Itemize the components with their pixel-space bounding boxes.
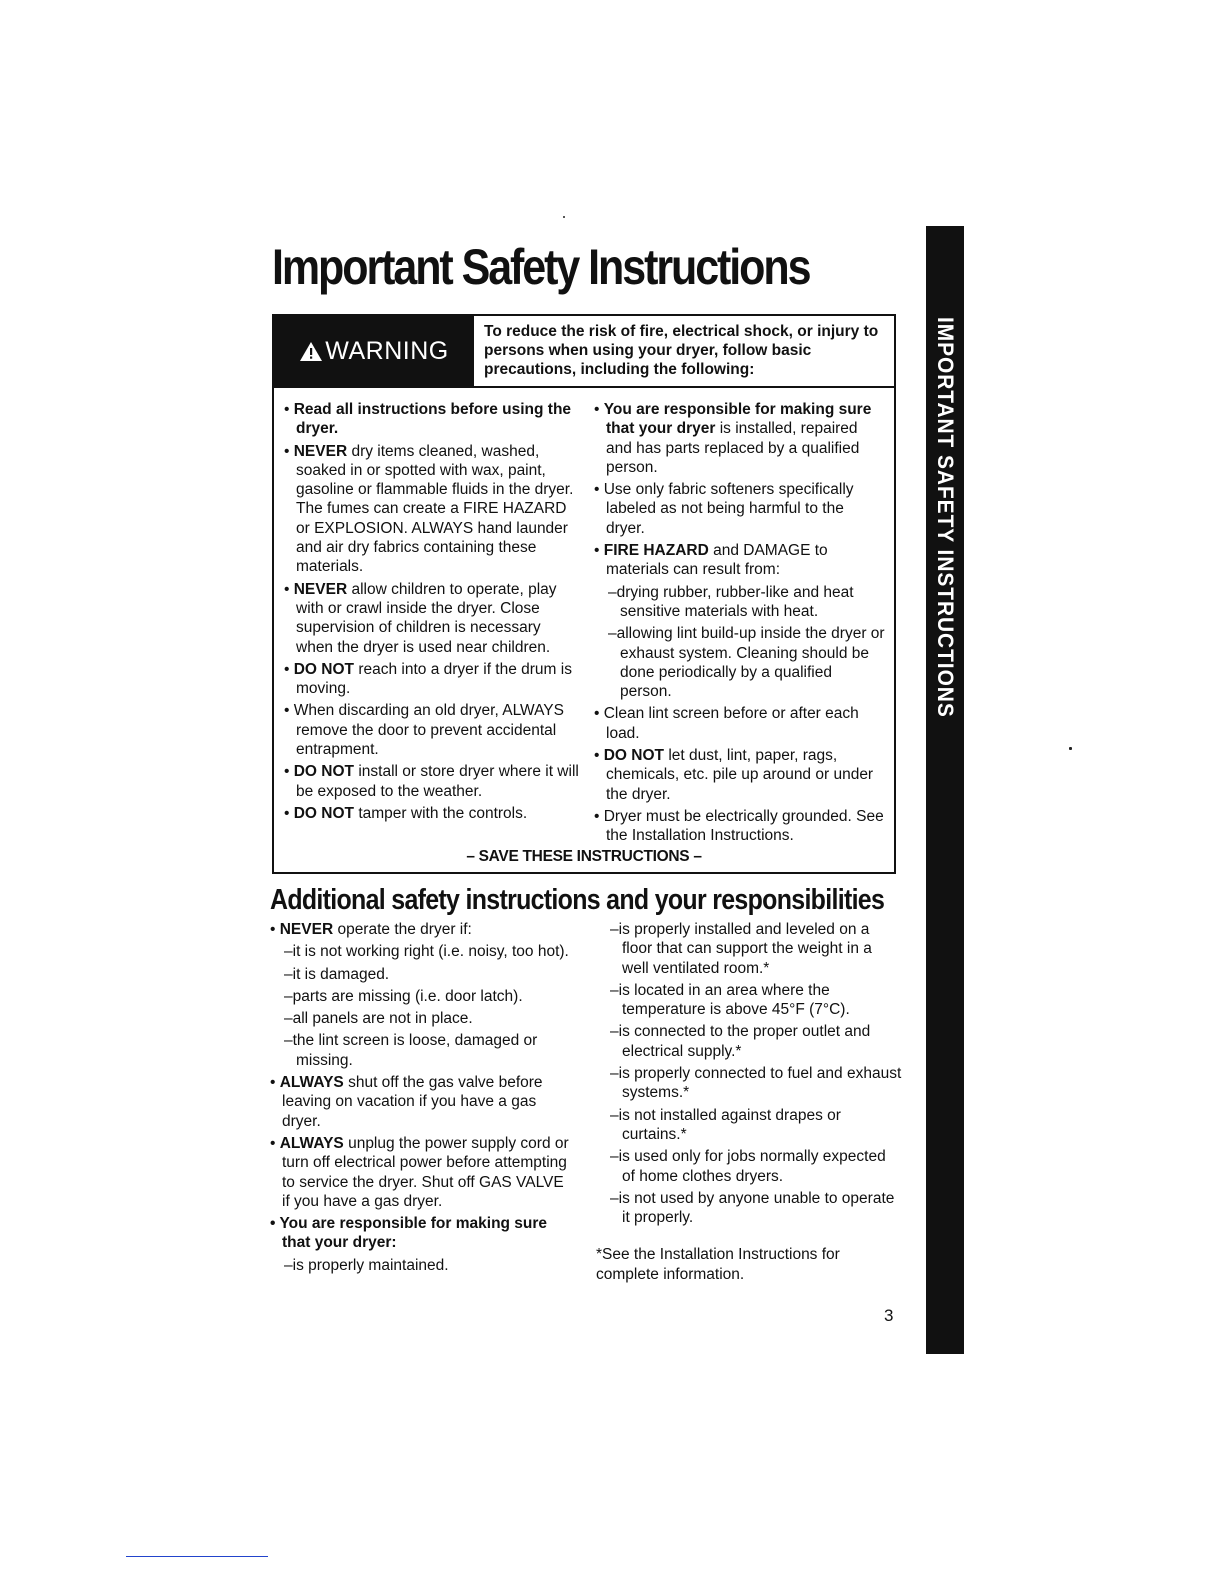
sub-item: –is not installed against drapes or curtains.* [610,1106,841,1143]
sub-item: –it is damaged. [284,965,390,983]
list-item: • DO NOT reach into a dryer if the drum is moving. [284,660,572,698]
list-item: • Clean lint screen before or after each load. [594,705,859,742]
sub-item: –is connected to the proper outlet and electrical supply.* [610,1023,871,1060]
list-item: • Read all instructions before using the dryer. [284,401,572,438]
additional-heading: Additional safety instructions and your responsibilities [270,884,885,916]
sub-item: –parts are missing (i.e. door latch). [284,987,523,1005]
sub-item: –is properly maintained. [284,1256,449,1274]
list-item: • When discarding an old dryer, ALWAYS remove the door to prevent accidental entrapment. [284,702,564,759]
list-item: • You are responsible for making sure that your dryer is installed, repaired and has parts replaced by a qualified person. [594,401,872,476]
warning-label-text: WARNING [325,336,449,365]
warning-label [274,316,474,386]
list-item: • DO NOT install or store dryer where it will be exposed to the weather. [284,763,579,800]
list-item: • You are responsible for making sure that your dryer: [270,1215,548,1252]
warning-right-column [594,400,886,849]
sub-item: –drying rubber, rubber-like and heat sensitive materials with heat. [608,583,854,620]
list-item: • NEVER dry items cleaned, washed, soaked in or spotted with wax, paint, gasoline or flammable fluids in the dryer. The fumes can create a FIRE HAZARD or EXPLOSION. ALWAYS hand launder and air dry fabrics containing these materials. [284,442,574,576]
sub-item: –all panels are not in place. [284,1010,473,1028]
warning-triangle-icon [299,341,323,362]
sub-item: –allowing lint build-up inside the dryer or exhaust system. Cleaning should be done periodically by a qualified person. [608,625,885,701]
additional-left-column [270,920,570,1278]
sub-item: –is used only for jobs normally expected of home clothes dryers. [610,1148,886,1185]
sub-item: –is properly connected to fuel and exhaust systems.* [610,1065,902,1102]
list-item: • DO NOT tamper with the controls. [284,804,528,822]
sub-item: –is properly installed and leveled on a floor that can support the weight in a well ventilated room.* [610,921,872,977]
list-item: • DO NOT let dust, lint, paper, rags, chemicals, etc. pile up around or under the dryer. [594,747,874,803]
sub-item: –is not used by anyone unable to operate it properly. [610,1189,895,1227]
list-item: • ALWAYS shut off the gas valve before leaving on vacation if you have a gas dryer. [270,1074,543,1130]
warning-box [272,314,896,874]
warning-left-column [284,400,582,826]
sidebar-label: IMPORTANT SAFETY INSTRUCTIONS [933,317,958,718]
page-title: Important Safety Instructions [272,239,810,295]
page-number: 3 [884,1306,894,1325]
speck [563,216,565,218]
speck [1069,747,1072,750]
warning-header [274,316,894,388]
list-item: • FIRE HAZARD and DAMAGE to materials can result from: [594,542,828,579]
list-item: • NEVER allow children to operate, play with or crawl inside the dryer. Close supervision of children is necessary when the dryer is used near children. [284,580,557,656]
list-item: • NEVER operate the dryer if: [270,921,472,938]
list-item: • Dryer must be electrically grounded. See the Installation Instructions. [594,807,884,845]
list-item: • ALWAYS unplug the power supply cord or turn off electrical power before attempting to service the dryer. Shut off GAS VALVE if you have a gas dryer. [270,1134,569,1210]
save-instructions: – SAVE THESE INSTRUCTIONS – [466,848,702,865]
sub-item: –it is not working right (i.e. noisy, too hot). [284,943,569,961]
warning-intro: To reduce the risk of fire, electrical shock, or injury to persons when using your dryer, follow basic precautions, including the following: [484,323,879,378]
additional-right-column [596,920,902,1284]
sub-item: –the lint screen is loose, damaged or missing. [284,1032,538,1069]
sub-item: –is located in an area where the temperature is above 45°F (7°C). [610,981,850,1019]
list-item: • Use only fabric softeners specifically labeled as not being harmful to the dryer. [594,481,854,537]
divider [126,1556,268,1557]
footnote: *See the Installation Instructions for complete information. [596,1246,840,1283]
